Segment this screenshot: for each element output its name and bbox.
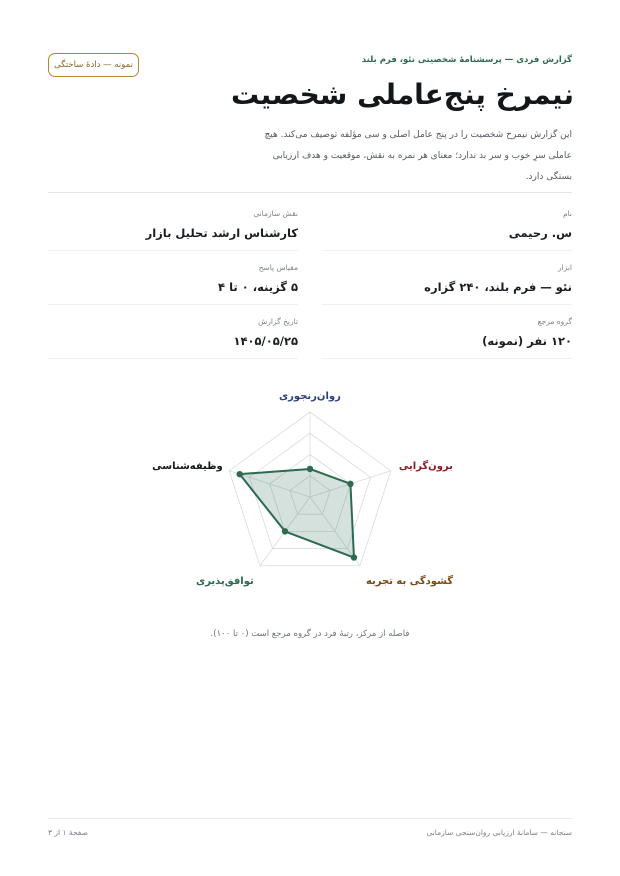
- page-title: نیمرخ پنج‌عاملی شخصیت: [230, 78, 574, 111]
- field-date-label: تاریخ گزارش: [258, 317, 298, 326]
- row-divider: [322, 358, 572, 359]
- header-divider: [48, 192, 572, 193]
- radar-data-point: [307, 466, 313, 472]
- radar-data-point: [347, 481, 353, 487]
- row-divider: [48, 250, 298, 251]
- field-name: [322, 209, 572, 240]
- field-date-value: ۱۴۰۵/۰۵/۲۵: [233, 334, 298, 348]
- field-response-scale: [48, 263, 298, 294]
- radar-axis-label: برون‌گرایی: [398, 461, 453, 473]
- row-divider: [48, 358, 298, 359]
- footer-divider: [48, 818, 572, 819]
- field-scale-value: ۵ گزینه، ۰ تا ۴: [218, 280, 298, 294]
- intro-paragraph: این گزارش نیمرخ شخصیت را در پنج عامل اصلی و سی مؤلفه توصیف می‌کند. هیچ عاملی سرِ خوب و سر بد ندارد؛ معنای هر نمره به نقش، موقعیت و هدف ارزیابی بستگی دارد.: [264, 130, 572, 182]
- radar-data-point: [282, 528, 288, 534]
- field-scale-label: مقیاس پاسخ: [258, 263, 298, 272]
- radar-axis-label: توافق‌پذیری: [196, 576, 254, 588]
- field-norm-label: گروه مرجع: [537, 317, 572, 326]
- field-norm-group: [322, 317, 572, 348]
- report-eyebrow: گزارش فردی — پرسشنامهٔ شخصیتی نئو، فرم بلند: [361, 55, 572, 65]
- radar-axis-label: روان‌رنجوری: [279, 390, 341, 402]
- chart-caption: فاصله از مرکز، رتبهٔ فرد در گروه مرجع است (۰ تا ۱۰۰).: [210, 629, 410, 639]
- field-name-label: نام: [562, 209, 572, 218]
- field-role: [48, 209, 298, 240]
- radar-data-point: [236, 471, 242, 477]
- field-name-value: س. رحیمی: [508, 226, 572, 240]
- field-instrument: [322, 263, 572, 294]
- footer-page-number: صفحهٔ ۱ از ۳: [48, 828, 88, 837]
- sample-data-badge: نمونه — دادهٔ ساختگی: [48, 53, 139, 77]
- row-divider: [322, 250, 572, 251]
- row-divider: [322, 304, 572, 305]
- field-report-date: [48, 317, 298, 348]
- field-role-value: کارشناس ارشد تحلیل بازار: [145, 226, 298, 240]
- field-role-label: نقش سازمانی: [253, 209, 298, 218]
- field-instrument-label: ابزار: [557, 263, 572, 272]
- radar-data-point: [351, 554, 357, 560]
- radar-chart-svg: [160, 370, 460, 610]
- radar-axis-label: گشودگی به تجربه: [365, 576, 454, 588]
- footer-system-name: سنجانه — سامانهٔ ارزیابی روان‌سنجی سازمانی: [426, 828, 572, 837]
- radar-axis-label: وظیفه‌شناسی: [152, 461, 223, 473]
- radar-chart: [152, 370, 460, 610]
- field-norm-value: ۱۲۰ نفر (نمونه): [482, 334, 572, 348]
- radar-series-area: [240, 469, 354, 558]
- row-divider: [48, 304, 298, 305]
- field-instrument-value: نئو — فرم بلند، ۲۴۰ گزاره: [424, 280, 572, 294]
